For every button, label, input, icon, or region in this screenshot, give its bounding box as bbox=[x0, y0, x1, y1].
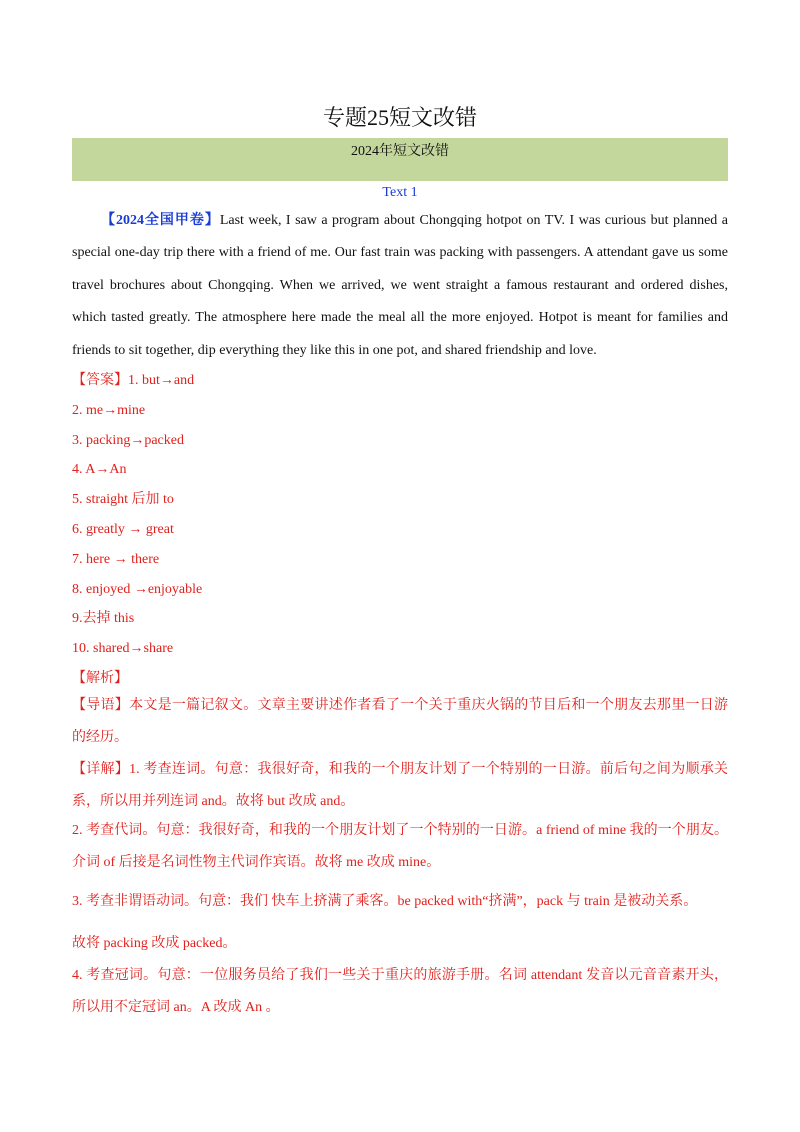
answer-item: 6. greatly → great bbox=[72, 521, 174, 537]
page-title: 专题25短文改错 bbox=[322, 105, 477, 130]
answer-item: 5. straight 后加 to bbox=[72, 492, 174, 508]
answer-item: 10. shared→share bbox=[72, 641, 174, 657]
answer-item: 4. A→An bbox=[72, 462, 127, 478]
analysis-detail-3-cont: 故将 packing 改成 packed。 bbox=[72, 936, 237, 951]
answer-item: 9.去掉 this bbox=[72, 611, 135, 627]
section-banner bbox=[72, 138, 728, 181]
answer-item: 【答案】1. but→and bbox=[72, 373, 195, 388]
passage-body: Last week, I saw a program about Chongqing hotpot on TV. I was curious but planned a special one-day trip there with a friend of me. Our fast train was packing with passengers. A attendant gave us some travel brochures about Chongqing. When we arrived, we went straight a famous restaurant and ordered dishes, which tasted greatly. The atmosphere here made the meal all the more enjoyed. Hotpot is meant for families and friends to sit together, dip everything they like this in one pot, and shared friendship and love. bbox=[72, 213, 728, 358]
analysis-detail-2: 2. 考查代词。句意：我很好奇，和我的一个朋友计划了一个特别的一日游。a friend of mine 我的一个朋友。介词 of 后接是名词性物主代词作宾语。故将 me 改成 mine。 bbox=[72, 823, 728, 870]
answer-list bbox=[72, 366, 728, 694]
analysis-detail-3: 3. 考查非谓语动词。句意：我们 快车上挤满了乘客。be packed with“挤满”，pack 与 train 是被动关系。 bbox=[72, 894, 698, 909]
analysis-heading: 【解析】 bbox=[72, 670, 128, 686]
exam-source-tag: 【2024全国甲卷】 bbox=[100, 213, 220, 228]
answer-item: 3. packing→packed bbox=[72, 432, 184, 448]
analysis-detail-1: 【详解】1. 考查连词。句意：我很好奇，和我的一个朋友计划了一个特别的一日游。前后句之间为顺承关系，所以用并列连词 and。故将 but 改成 and。 bbox=[72, 762, 728, 809]
banner-title: 2024年短文改错 bbox=[351, 144, 449, 159]
analysis-detail-4: 4. 考查冠词。句意：一位服务员给了我们一些关于重庆的旅游手册。名词 attendant 发音以元音音素开头，所以用不定冠词 an。A 改成 An 。 bbox=[72, 968, 728, 1015]
text-label: Text 1 bbox=[382, 185, 418, 200]
answer-item: 7. here → there bbox=[72, 551, 160, 567]
answer-item: 2. me→mine bbox=[72, 402, 146, 418]
passage bbox=[72, 205, 728, 367]
analysis-intro: 【导语】本文是一篇记叙文。文章主要讲述作者看了一个关于重庆火锅的节目后和一个朋友去那里一日游的经历。 bbox=[72, 698, 728, 745]
answer-item: 8. enjoyed →enjoyable bbox=[72, 581, 203, 597]
